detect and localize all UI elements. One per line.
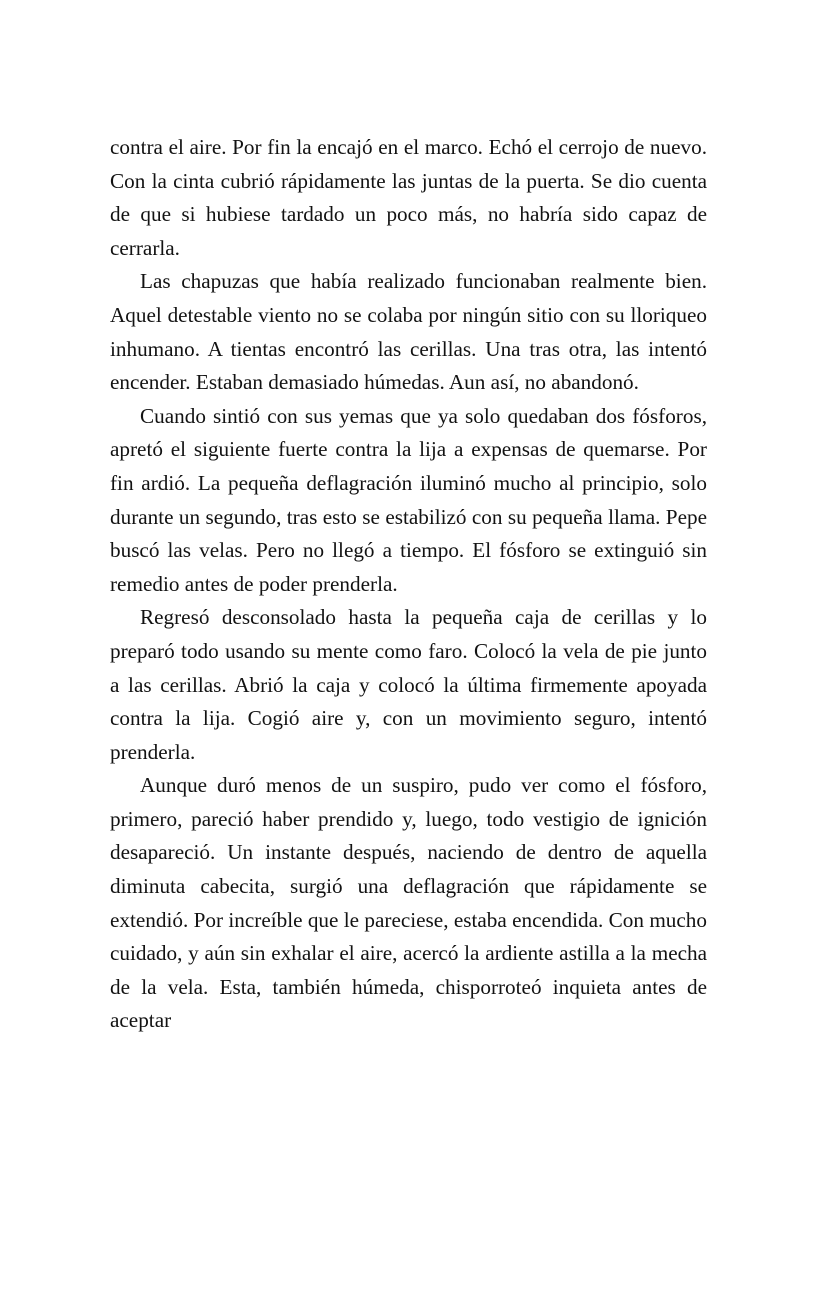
paragraph: Regresó desconsolado hasta la pequeña caja de cerillas y lo preparó todo usando su mente como faro. Colocó la vela de pie junto a las cerillas. Abrió la caja y colocó la última firmemente apoyada contra la lija. Cogió aire y, con un movimiento seguro, intentó prenderla.: [110, 605, 707, 764]
body-text-column: [110, 131, 707, 1038]
paragraph: contra el aire. Por fin la encajó en el marco. Echó el cerrojo de nuevo. Con la cinta cubrió rápidamente las juntas de la puerta. Se dio cuenta de que si hubiese tardado un poco más, no habría sido capaz de cerrarla.: [110, 135, 707, 260]
paragraph: Aunque duró menos de un suspiro, pudo ver como el fósforo, primero, pareció haber prendido y, luego, todo vestigio de ignición desapareció. Un instante después, naciendo de dentro de aquella diminuta cabecita, surgió una deflagración que rápidamente se extendió. Por increíble que le pareciese, estaba encendida. Con mucho cuidado, y aún sin exhalar el aire, acercó la ardiente astilla a la mecha de la vela. Esta, también húmeda, chisporroteó inquieta antes de aceptar: [110, 773, 707, 1033]
paragraph: Cuando sintió con sus yemas que ya solo quedaban dos fósforos, apretó el siguiente fuerte contra la lija a expensas de quemarse. Por fin ardió. La pequeña deflagración iluminó mucho al principio, solo durante un segundo, tras esto se estabilizó con su pequeña llama. Pepe buscó las velas. Pero no llegó a tiempo. El fósforo se extinguió sin remedio antes de poder prenderla.: [110, 403, 707, 596]
paragraph: Las chapuzas que había realizado funcionaban realmente bien. Aquel detestable viento no se colaba por ningún sitio con su lloriqueo inhumano. A tientas encontró las cerillas. Una tras otra, las intentó encender. Estaban demasiado húmedas. Aun así, no abandonó.: [110, 269, 707, 395]
